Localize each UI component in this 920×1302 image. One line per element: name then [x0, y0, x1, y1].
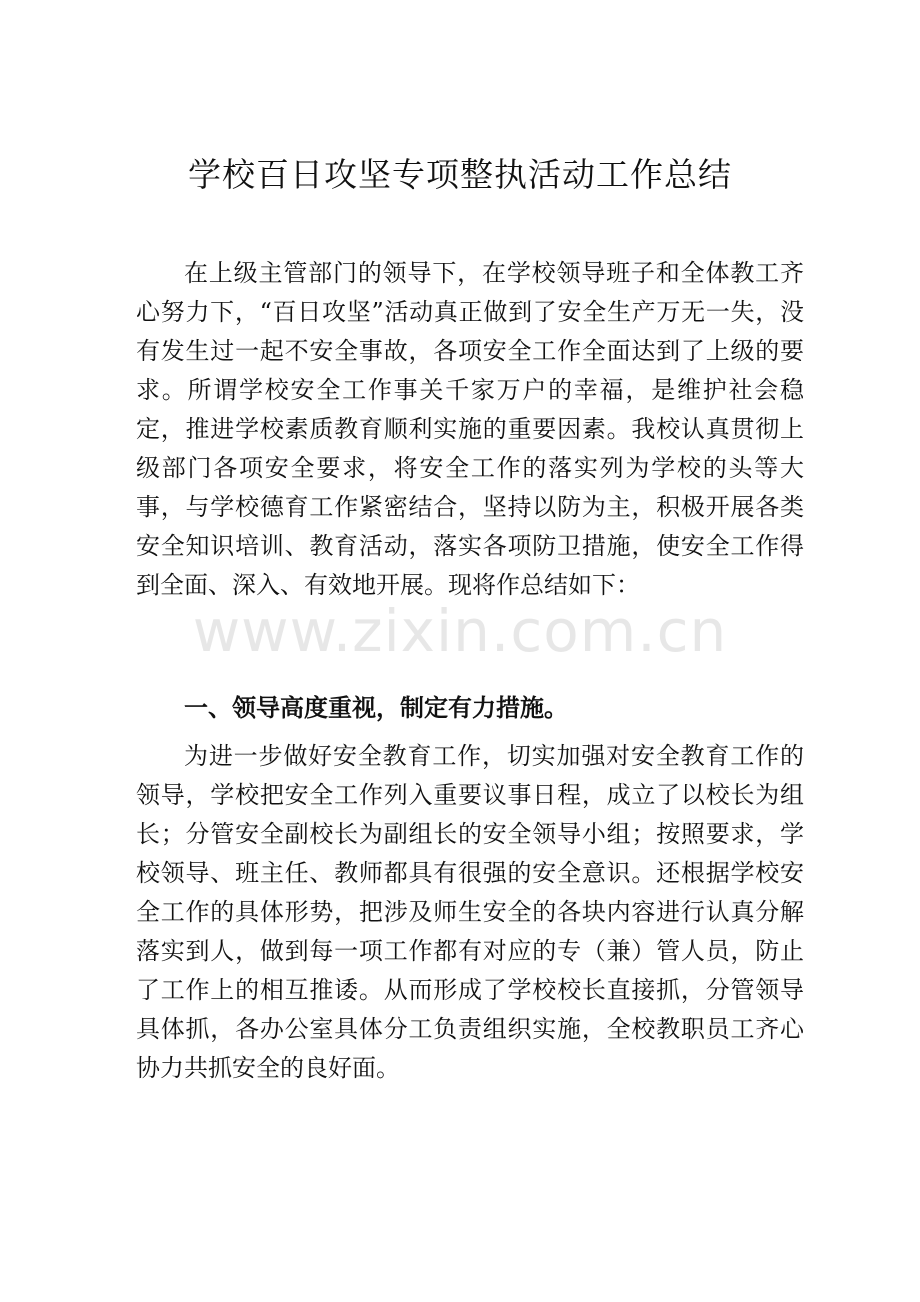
document-title: 学校百日攻坚专项整执活动工作总结	[188, 155, 732, 194]
watermark-text: www.zixin.com.cn	[192, 597, 728, 665]
section-heading-1: 一、领导高度重视，制定有力措施。	[184, 694, 568, 722]
paragraph-intro: 在上级主管部门的领导下，在学校领导班子和全体教工齐心努力下，“百日攻坚”活动真正做到了安全生产万无一失，没有发生过一起不安全事故，各项安全工作全面达到了上级的要求。所谓学校安全工作事关千家万户的幸福，是维护社会稳定，推进学校素质教育顺利实施的重要因素。我校认真贯彻上级部门各项安全要求，将安全工作的落实列为学校的头等大事，与学校德育工作紧密结合，坚持以防为主，积极开展各类安全知识培训、教育活动，落实各项防卫措施，使安全工作得到全面、深入、有效地开展。现将作总结如下：	[136, 259, 804, 599]
paragraph-section-1: 为进一步做好安全教育工作，切实加强对安全教育工作的领导，学校把安全工作列入重要议事日程，成立了以校长为组长；分管安全副校长为副组长的安全领导小组；按照要求，学校领导、班主任、教师都具有很强的安全意识。还根据学校安全工作的具体形势，把涉及师生安全的各块内容进行认真分解落实到人，做到每一项工作都有对应的专（兼）管人员，防止了工作上的相互推诿。从而形成了学校校长直接抓，分管领导具体抓，各办公室具体分工负责组织实施，全校教职员工齐心协力共抓安全的良好面。	[136, 742, 804, 1082]
